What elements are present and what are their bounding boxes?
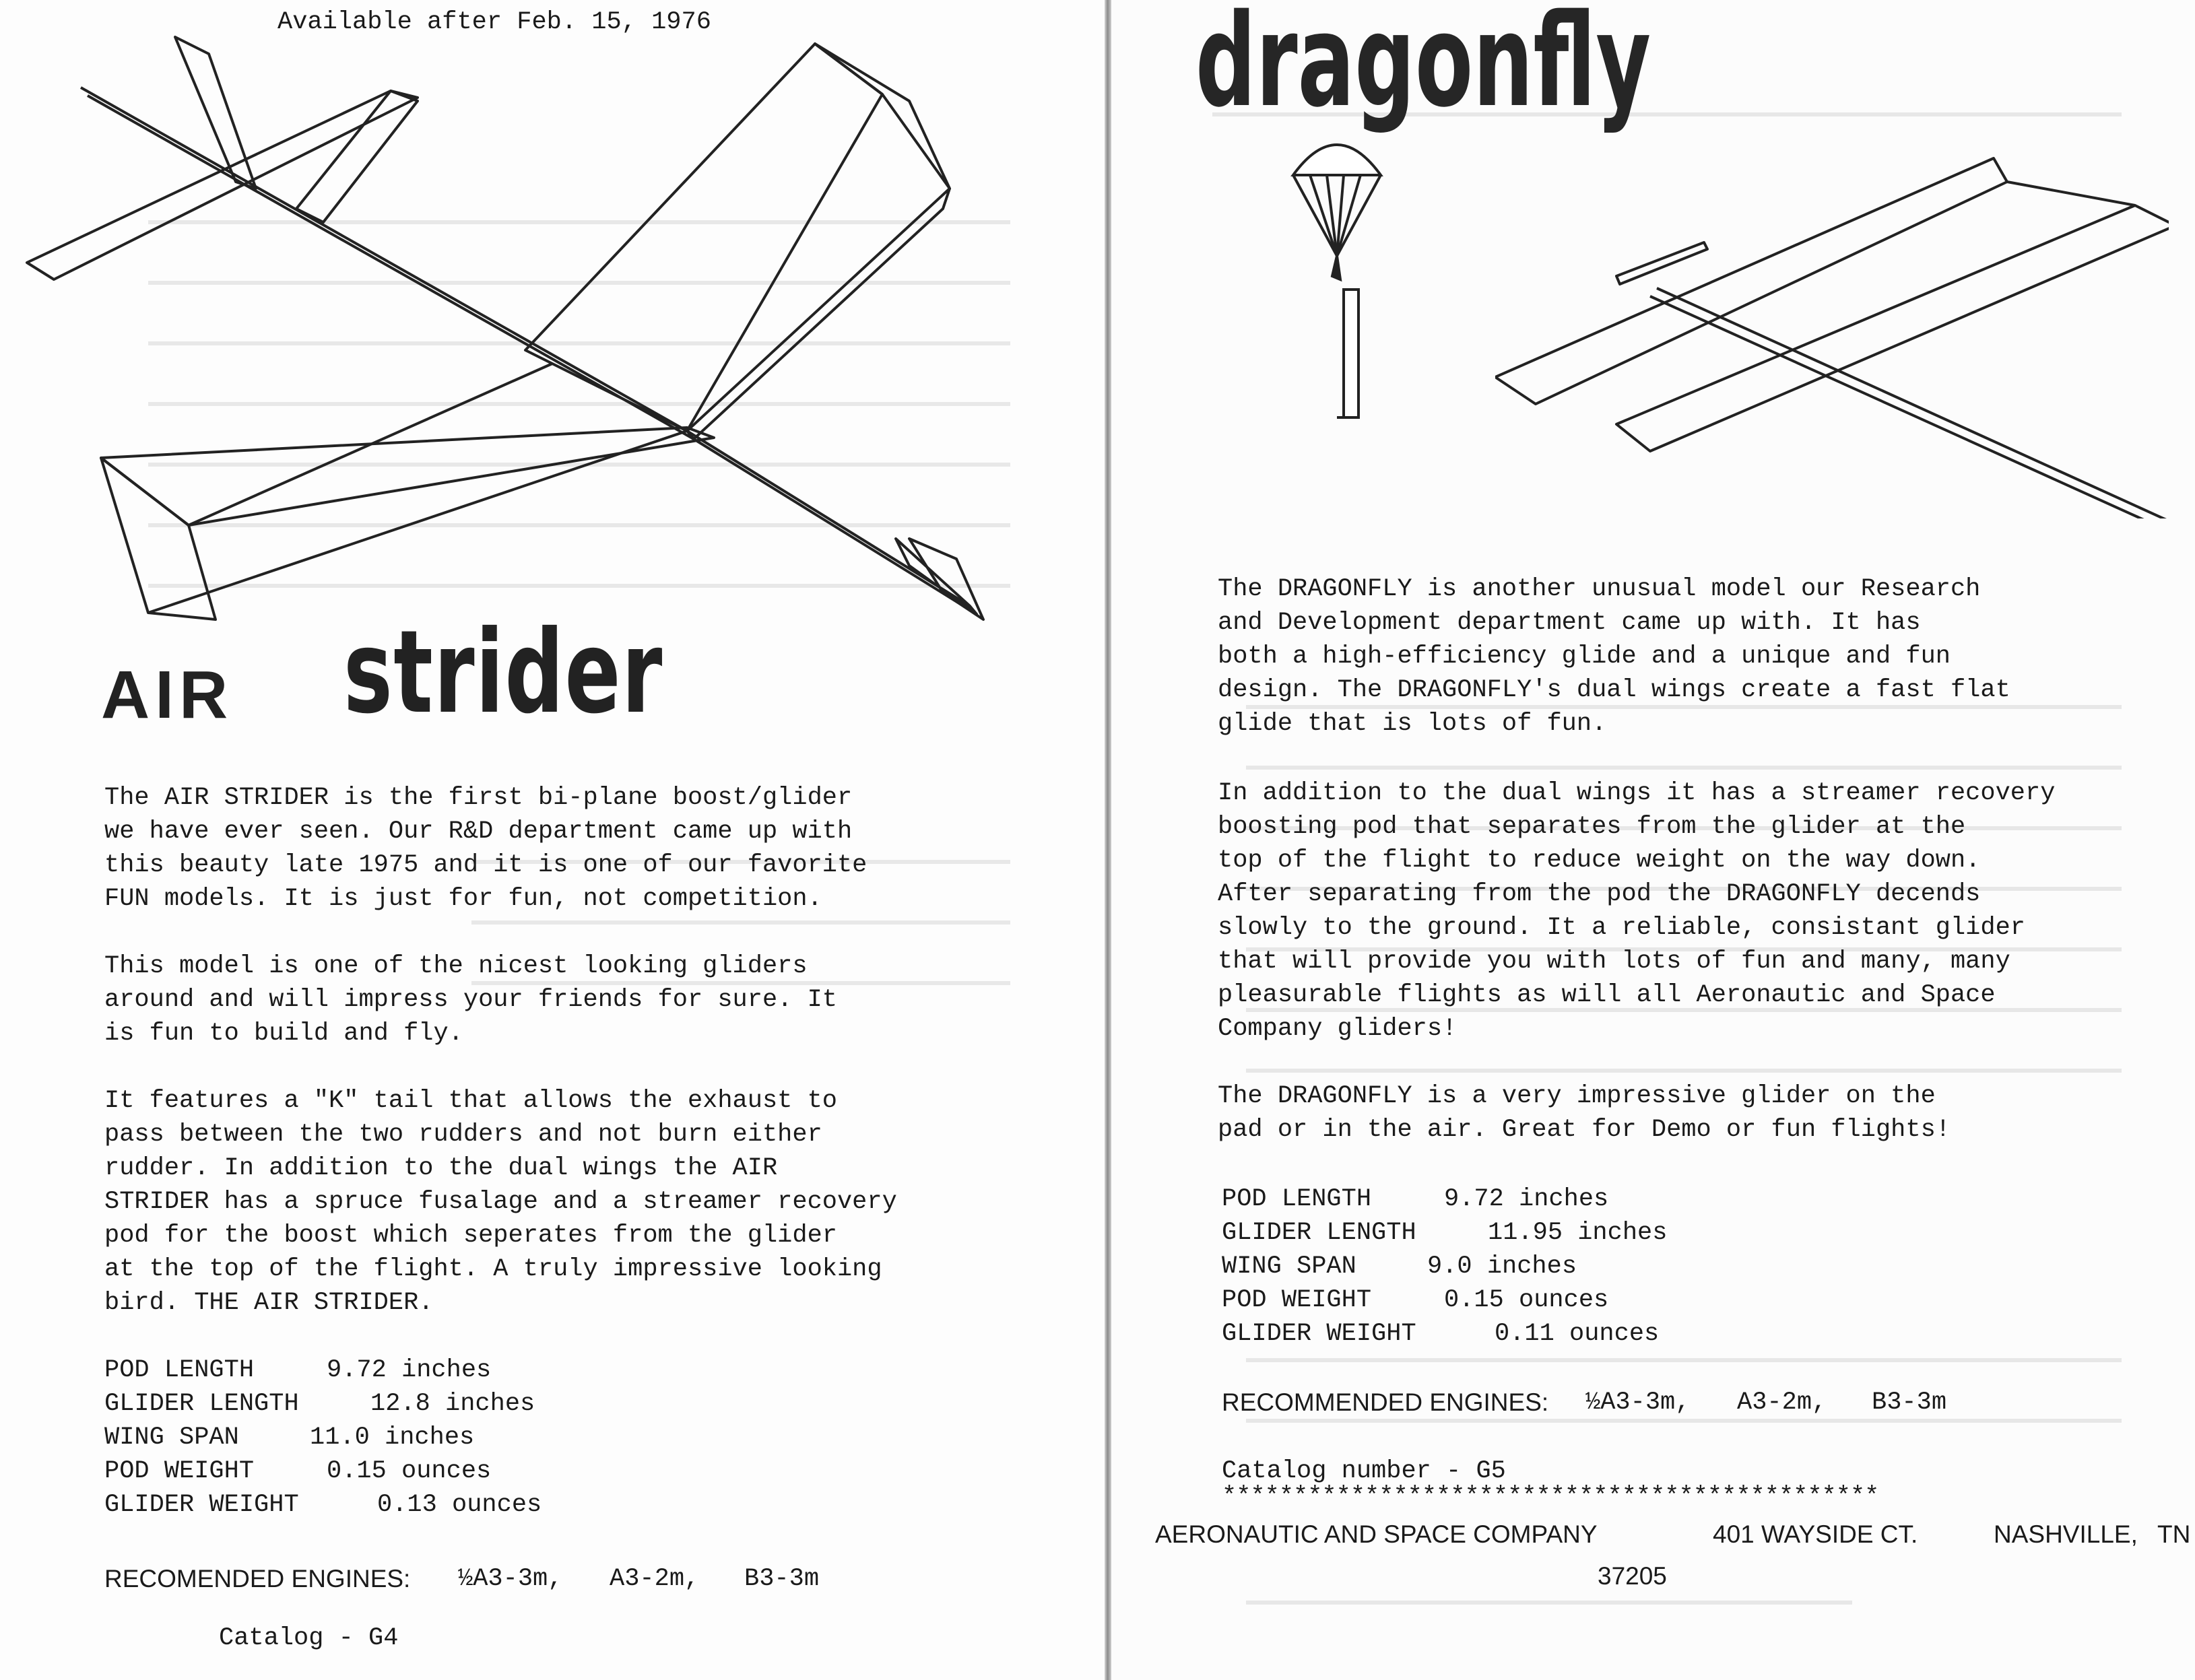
dragonfly-glider-drawing: [1495, 141, 2169, 518]
title-dragonfly: dragonfly: [1195, 0, 1651, 135]
parachute-pod-drawing: [1280, 121, 1394, 424]
air-strider-drawing: [13, 27, 1037, 660]
spec-value: 0.15 ounces: [327, 1457, 492, 1485]
spec-label: POD LENGTH: [104, 1356, 255, 1384]
spec-label: POD WEIGHT: [104, 1457, 255, 1485]
title-air: AIR: [101, 657, 234, 733]
left-paragraph-2: This model is one of the nicest looking gliders around and will impress your friends for sure. It is fun to build and fly.: [104, 952, 837, 1048]
engine-item: ½A3-3m,: [1585, 1388, 1691, 1417]
right-catalog: Catalog number - G5: [1222, 1457, 1506, 1485]
engine-item: ½A3-3m,: [458, 1565, 563, 1593]
spec-value: 9.0 inches: [1427, 1252, 1577, 1281]
spec-label: GLIDER LENGTH: [104, 1390, 299, 1418]
asterisk-divider: **********************************************: [1222, 1483, 1879, 1511]
company-name: AERONAUTIC AND SPACE COMPANY: [1155, 1520, 1598, 1548]
spec-label: GLIDER WEIGHT: [1222, 1320, 1416, 1348]
spec-row: [1222, 1283, 1828, 1317]
spec-value: 0.11 ounces: [1495, 1320, 1660, 1348]
right-paragraph-2: In addition to the dual wings it has a streamer recovery boosting pod that separates from the glider at the top of the flight to reduce weight on the way down. After separating from the pod the DRAGONFLY decends slowly to the ground. It a reliable, consistant glider that will provide you with lots of fun and many, many pleasurable flights as will all Aeronautic and Space Company gliders!: [1218, 779, 2056, 1043]
company-address: [1155, 1520, 2192, 1554]
spec-value: 9.72 inches: [327, 1356, 492, 1384]
spec-row: [1222, 1216, 1828, 1250]
availability-note: Available after Feb. 15, 1976: [277, 8, 711, 36]
spec-value: 0.15 ounces: [1444, 1286, 1609, 1314]
engine-item: A3-2m,: [1737, 1388, 1827, 1417]
spec-row: [104, 1421, 711, 1454]
page-gutter: [1105, 0, 1111, 1680]
spec-row: [104, 1353, 711, 1387]
spec-row: [104, 1454, 711, 1488]
spec-row: [104, 1488, 711, 1522]
recommended-engines: [1222, 1386, 2097, 1419]
state: TN: [2157, 1520, 2191, 1548]
spec-label: WING SPAN: [104, 1423, 239, 1452]
spec-row: [1222, 1317, 1828, 1351]
spec-label: GLIDER LENGTH: [1222, 1219, 1416, 1247]
engines-label: RECOMENDED ENGINES:: [104, 1565, 411, 1592]
spec-label: POD WEIGHT: [1222, 1286, 1372, 1314]
spec-value: 0.13 ounces: [377, 1491, 542, 1519]
engine-item: B3-3m: [1872, 1388, 1947, 1417]
spec-row: [104, 1387, 711, 1421]
spec-row: [1222, 1250, 1828, 1283]
right-page: [1111, 0, 2195, 1680]
engine-item: B3-3m: [744, 1565, 820, 1593]
spec-value: 12.8 inches: [370, 1390, 535, 1418]
spec-value: 11.0 inches: [310, 1423, 475, 1452]
city: NASHVILLE,: [1994, 1520, 2138, 1548]
spec-row: [1222, 1182, 1828, 1216]
engines-label: RECOMMENDED ENGINES:: [1222, 1388, 1549, 1416]
zip-code: 37205: [1598, 1562, 1667, 1590]
spec-value: 11.95 inches: [1488, 1219, 1668, 1247]
spec-label: WING SPAN: [1222, 1252, 1356, 1281]
left-catalog: Catalog - G4: [219, 1624, 399, 1652]
right-paragraph-1: The DRAGONFLY is another unusual model our Research and Development department came up with. It has both a high-efficiency glide and a unique and fun design. The DRAGONFLY's dual wings create a fast flat glide that is lots of fun.: [1218, 575, 2010, 738]
recommended-engines: [104, 1562, 913, 1596]
left-paragraph-3: It features a "K" tail that allows the exhaust to pass between the two rudders and not burn either rudder. In addition to the dual wings the AIR STRIDER has a spruce fusalage and a streamer recovery pod for the boost which seperates from the glider at the top of the flight. A truly impressive looking bird. THE AIR STRIDER.: [104, 1087, 897, 1317]
spec-value: 9.72 inches: [1444, 1185, 1609, 1213]
title-strider: strider: [343, 606, 663, 739]
engine-item: A3-2m,: [610, 1565, 700, 1593]
left-paragraph-1: The AIR STRIDER is the first bi-plane boost/glider we have ever seen. Our R&D department came up with this beauty late 1975 and it is one of our favorite FUN models. It is just for fun, not competition.: [104, 784, 867, 913]
street-address: 401 WAYSIDE CT.: [1713, 1520, 1918, 1548]
spec-label: POD LENGTH: [1222, 1185, 1372, 1213]
right-paragraph-3: The DRAGONFLY is a very impressive glider on the pad or in the air. Great for Demo or fun flights!: [1218, 1082, 1951, 1144]
spec-label: GLIDER WEIGHT: [104, 1491, 299, 1519]
